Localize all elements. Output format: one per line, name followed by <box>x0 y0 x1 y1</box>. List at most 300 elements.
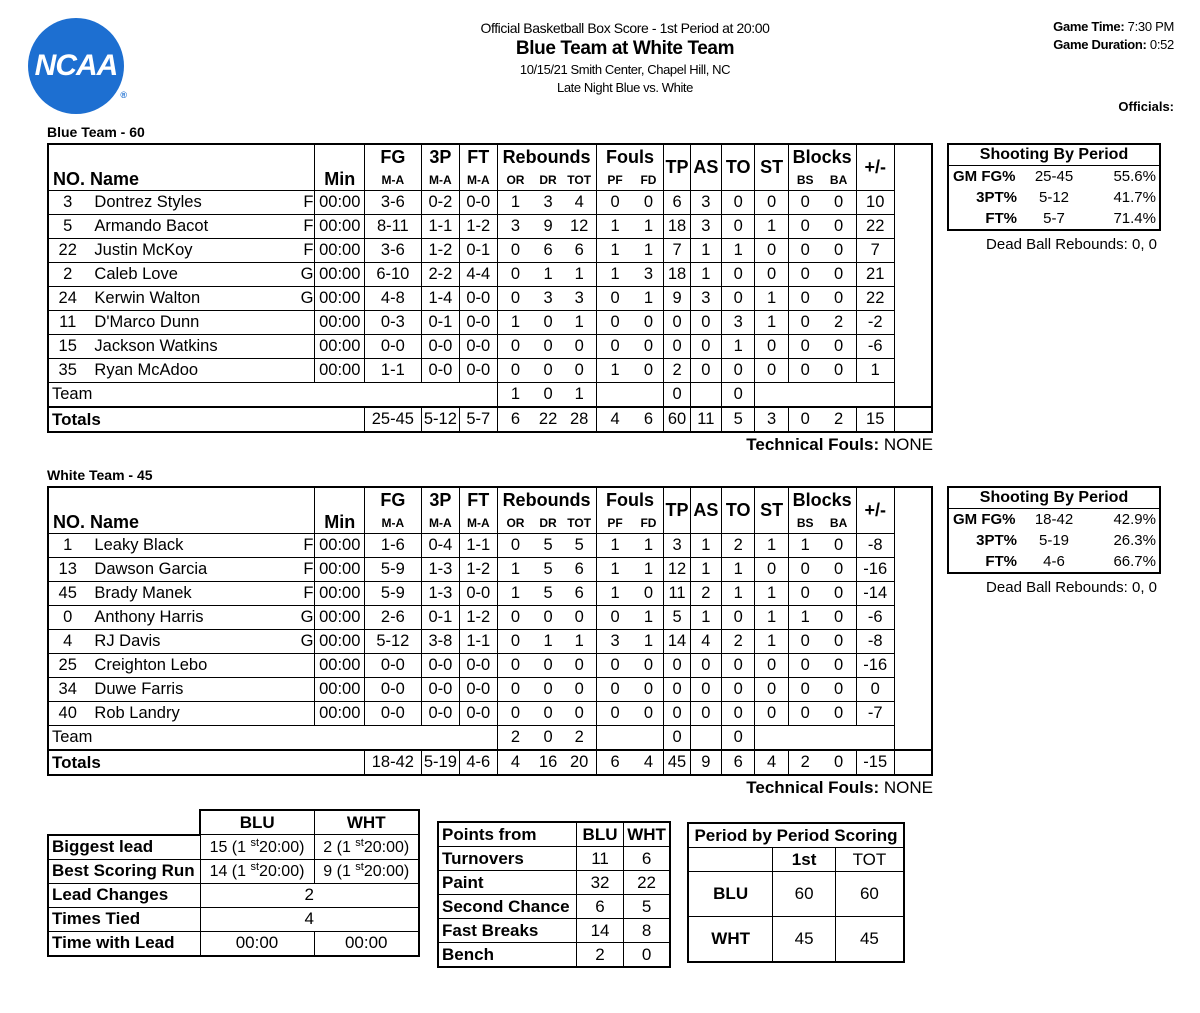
player-position: F <box>303 241 314 259</box>
stat-ba: 0 <box>822 359 856 383</box>
stat-st: 1 <box>755 534 788 558</box>
stat-pf: 1 <box>596 359 633 383</box>
shooting-title: Shooting By Period <box>949 145 1159 166</box>
stat-st: 0 <box>755 558 788 582</box>
stat-to: 3 <box>722 311 755 335</box>
stat-bs: 0 <box>788 287 821 311</box>
points-from-blu: 14 <box>576 919 623 943</box>
player-number: 40 <box>48 702 86 726</box>
col-rebounds: Rebounds <box>497 144 596 169</box>
player-min: 00:00 <box>315 311 365 335</box>
points-from-wht: 8 <box>624 919 670 943</box>
player-number: 25 <box>48 654 86 678</box>
game-time-block <box>1053 18 1174 54</box>
stat-ft: 0-0 <box>460 311 497 335</box>
stat-fg: 0-0 <box>365 335 422 359</box>
stat-tp: 11 <box>664 582 690 606</box>
stat-fg: 4-8 <box>365 287 422 311</box>
stat-ba: 0 <box>822 582 856 606</box>
player-name: RJ Davis <box>94 632 161 650</box>
stat-as: 3 <box>690 215 721 239</box>
stat-or: 0 <box>497 239 533 263</box>
stat-fd: 1 <box>634 239 664 263</box>
stat-tp3: 0-4 <box>421 534 459 558</box>
stat-tot: 5 <box>563 534 596 558</box>
team-rest-empty <box>755 726 895 751</box>
col-tp: TP <box>664 487 690 534</box>
biggest-lead-wht: 2 (1 $^{st}$20:00) <box>314 835 419 860</box>
times-tied-value: 4 <box>200 907 419 931</box>
player-name-cell <box>86 239 315 263</box>
player-min: 00:00 <box>315 534 365 558</box>
player-row <box>48 678 932 702</box>
ncaa-logo <box>28 18 124 114</box>
player-name: Ryan McAdoo <box>94 361 199 379</box>
stat-pf: 0 <box>596 335 633 359</box>
total-pf: 4 <box>596 407 633 432</box>
stat-pf: 1 <box>596 582 633 606</box>
team-tp: 0 <box>664 383 690 408</box>
stat-tp3: 1-2 <box>421 239 459 263</box>
player-name-cell <box>86 654 315 678</box>
stat-fd: 0 <box>634 678 664 702</box>
player-min: 00:00 <box>315 582 365 606</box>
player-number: 13 <box>48 558 86 582</box>
stat-tp: 0 <box>664 311 690 335</box>
player-name: Brady Manek <box>94 584 192 602</box>
stat-tp: 5 <box>664 606 690 630</box>
total-pm: 15 <box>856 407 894 432</box>
col-to: TO <box>722 487 755 534</box>
player-position: F <box>303 217 314 235</box>
stat-or: 0 <box>497 534 533 558</box>
stat-fg: 0-3 <box>365 311 422 335</box>
player-row <box>48 239 932 263</box>
stat-pf: 0 <box>596 654 633 678</box>
stat-pf: 0 <box>596 606 633 630</box>
player-row <box>48 191 932 215</box>
stat-pm: 21 <box>856 263 894 287</box>
total-or: 6 <box>497 407 533 432</box>
stat-bs: 1 <box>788 534 821 558</box>
col-tot: TOT <box>563 169 596 191</box>
team-tot: 2 <box>563 726 596 751</box>
player-min: 00:00 <box>315 702 365 726</box>
game-time: 7:30 PM <box>1127 19 1174 34</box>
total-pf: 6 <box>596 750 633 775</box>
stat-ft: 0-0 <box>460 654 497 678</box>
stat-fg: 8-11 <box>365 215 422 239</box>
col-min: Min <box>315 487 365 534</box>
player-name-cell <box>86 606 315 630</box>
registered-mark-icon: ® <box>120 90 126 100</box>
player-row <box>48 630 932 654</box>
total-ft: 4-6 <box>460 750 497 775</box>
player-name-cell <box>86 630 315 654</box>
technical-fouls-value: NONE <box>883 778 933 797</box>
stat-dr: 1 <box>533 630 562 654</box>
stat-as: 1 <box>690 534 721 558</box>
shooting-pct: 66.7% <box>1113 553 1156 570</box>
player-min: 00:00 <box>315 359 365 383</box>
stat-fd: 1 <box>634 287 664 311</box>
stat-fg: 3-6 <box>365 239 422 263</box>
team-fouls-empty <box>596 383 664 408</box>
stat-to: 0 <box>722 654 755 678</box>
col-no-name: NO. Name <box>48 144 315 191</box>
stat-tot: 3 <box>563 287 596 311</box>
game-date-venue: 10/15/21 Smith Center, Chapel Hill, NC <box>519 62 731 77</box>
game-leads-table <box>47 809 420 957</box>
stat-dr: 0 <box>533 311 562 335</box>
col-3p: 3P <box>421 144 459 169</box>
dead-ball-rebounds: Dead Ball Rebounds: 0, 0 <box>986 579 1157 596</box>
shooting-row <box>949 187 1159 208</box>
stat-bs: 0 <box>788 215 821 239</box>
points-from-wht: 22 <box>624 871 670 895</box>
stat-tp3: 0-1 <box>421 311 459 335</box>
stat-bs: 0 <box>788 630 821 654</box>
team-row <box>48 383 932 408</box>
col-fouls: Fouls <box>596 144 664 169</box>
col-dr: DR <box>533 512 562 534</box>
total-bs: 0 <box>788 407 821 432</box>
player-name: Leaky Black <box>94 536 184 554</box>
stat-tp: 9 <box>664 287 690 311</box>
team-to: 0 <box>722 383 755 408</box>
player-name-cell <box>86 335 315 359</box>
player-number: 34 <box>48 678 86 702</box>
shooting-made-attempted: 5-7 <box>1043 210 1065 227</box>
stat-as: 0 <box>690 335 721 359</box>
stat-or: 1 <box>497 558 533 582</box>
stat-pf: 1 <box>596 534 633 558</box>
total-tot: 28 <box>563 407 596 432</box>
col-to: TO <box>722 144 755 191</box>
stat-st: 1 <box>755 606 788 630</box>
time-with-lead-label: Time with Lead <box>48 931 200 956</box>
player-name: Creighton Lebo <box>94 656 208 674</box>
stat-fd: 0 <box>634 702 664 726</box>
stat-to: 2 <box>722 534 755 558</box>
stat-bs: 0 <box>788 702 821 726</box>
total-ba: 2 <box>822 407 856 432</box>
total-tp3: 5-12 <box>421 407 459 432</box>
period-row <box>688 917 904 963</box>
stat-bs: 0 <box>788 582 821 606</box>
stat-as: 3 <box>690 191 721 215</box>
stat-ft: 0-0 <box>460 678 497 702</box>
total-st: 3 <box>755 407 788 432</box>
stat-pf: 1 <box>596 239 633 263</box>
player-row <box>48 534 932 558</box>
player-min: 00:00 <box>315 678 365 702</box>
shooting-row <box>949 530 1159 551</box>
player-row <box>48 287 932 311</box>
player-name-cell <box>86 215 315 239</box>
stat-bs: 0 <box>788 359 821 383</box>
col-min: Min <box>315 144 365 191</box>
points-from-row <box>438 895 670 919</box>
col-tp: TP <box>664 144 690 191</box>
stat-fd: 1 <box>634 558 664 582</box>
stat-ft: 1-2 <box>460 606 497 630</box>
player-row <box>48 582 932 606</box>
player-number: 35 <box>48 359 86 383</box>
stat-tot: 1 <box>563 263 596 287</box>
stat-tp: 7 <box>664 239 690 263</box>
stat-tp: 12 <box>664 558 690 582</box>
white-technical-fouls <box>47 778 933 798</box>
leads-col-wht: WHT <box>314 810 419 835</box>
stat-tp3: 0-0 <box>421 654 459 678</box>
game-duration: 0:52 <box>1149 37 1174 52</box>
stat-tot: 0 <box>563 606 596 630</box>
period-1st-score: 60 <box>773 872 836 917</box>
team-tot: 1 <box>563 383 596 408</box>
stat-tp: 0 <box>664 335 690 359</box>
stat-or: 0 <box>497 287 533 311</box>
stat-as: 0 <box>690 311 721 335</box>
shooting-pct: 26.3% <box>1113 532 1156 549</box>
col-bs: BS <box>788 512 821 534</box>
stat-tot: 1 <box>563 630 596 654</box>
stat-fg: 0-0 <box>365 678 422 702</box>
stat-pf: 1 <box>596 263 633 287</box>
best-run-blu: 14 (1 $^{st}$20:00) <box>200 859 314 883</box>
stat-tp3: 0-0 <box>421 702 459 726</box>
stat-dr: 3 <box>533 287 562 311</box>
player-position: G <box>300 265 314 283</box>
points-from-wht: 6 <box>624 847 670 871</box>
stat-st: 1 <box>755 582 788 606</box>
player-number: 11 <box>48 311 86 335</box>
stat-pm: -2 <box>856 311 894 335</box>
team-row <box>48 726 932 751</box>
stat-fg: 6-10 <box>365 263 422 287</box>
stat-to: 0 <box>722 359 755 383</box>
lead-changes-value: 2 <box>200 883 419 907</box>
col-ma: M-A <box>460 512 497 534</box>
white-shooting-by-period <box>947 486 1161 574</box>
player-name: Rob Landry <box>94 704 180 722</box>
col-or: OR <box>497 169 533 191</box>
stat-or: 1 <box>497 311 533 335</box>
total-fg: 18-42 <box>365 750 422 775</box>
stat-or: 0 <box>497 606 533 630</box>
player-name: Duwe Farris <box>94 680 184 698</box>
stat-fd: 1 <box>634 534 664 558</box>
blue-technical-fouls <box>47 435 933 455</box>
stat-dr: 5 <box>533 558 562 582</box>
stat-tp3: 1-3 <box>421 558 459 582</box>
stat-tp3: 1-1 <box>421 215 459 239</box>
shooting-label: GM FG% <box>953 511 1016 528</box>
stat-tp: 0 <box>664 678 690 702</box>
stat-st: 1 <box>755 215 788 239</box>
stat-fd: 1 <box>634 215 664 239</box>
stat-as: 1 <box>690 239 721 263</box>
leads-col-blu: BLU <box>200 810 314 835</box>
stat-or: 0 <box>497 359 533 383</box>
player-min: 00:00 <box>315 263 365 287</box>
col-ma: M-A <box>460 169 497 191</box>
player-position: G <box>300 632 314 650</box>
game-event-name: Late Night Blue vs. White <box>557 80 693 95</box>
stat-tp3: 0-1 <box>421 606 459 630</box>
stat-as: 1 <box>690 263 721 287</box>
col-fd: FD <box>634 169 664 191</box>
points-from-label: Bench <box>438 943 576 968</box>
points-from-col-blu: BLU <box>576 822 623 847</box>
lead-changes-label: Lead Changes <box>48 883 200 907</box>
stat-fg: 5-9 <box>365 582 422 606</box>
shooting-made-attempted: 25-45 <box>1034 168 1074 185</box>
stat-fg: 1-1 <box>365 359 422 383</box>
col-ma: M-A <box>365 512 422 534</box>
stat-dr: 5 <box>533 534 562 558</box>
total-st: 4 <box>755 750 788 775</box>
stat-tp: 6 <box>664 191 690 215</box>
stat-pm: -6 <box>856 606 894 630</box>
stat-ft: 0-0 <box>460 287 497 311</box>
player-position: F <box>303 560 314 578</box>
total-dr: 22 <box>533 407 562 432</box>
player-name-cell <box>86 359 315 383</box>
stat-st: 0 <box>755 239 788 263</box>
col-as: AS <box>690 487 721 534</box>
player-number: 15 <box>48 335 86 359</box>
col-bs: BS <box>788 169 821 191</box>
stat-to: 2 <box>722 630 755 654</box>
team-dr: 0 <box>533 383 562 408</box>
player-number: 5 <box>48 215 86 239</box>
stat-fg: 3-6 <box>365 191 422 215</box>
stat-or: 0 <box>497 630 533 654</box>
player-min: 00:00 <box>315 630 365 654</box>
shooting-made-attempted: 5-19 <box>1038 532 1070 549</box>
stat-fd: 0 <box>634 191 664 215</box>
stat-as: 2 <box>690 582 721 606</box>
stat-dr: 0 <box>533 654 562 678</box>
col-or: OR <box>497 512 533 534</box>
period-team: BLU <box>688 872 773 917</box>
stat-bs: 0 <box>788 335 821 359</box>
points-from-blu: 11 <box>576 847 623 871</box>
player-name-cell <box>86 534 315 558</box>
col-fg: FG <box>365 144 422 169</box>
stat-ba: 0 <box>822 191 856 215</box>
col-ma: M-A <box>365 169 422 191</box>
player-name: D'Marco Dunn <box>94 313 200 331</box>
team-as-empty <box>690 726 721 751</box>
shooting-label: FT% <box>985 210 1017 227</box>
points-from-blu: 2 <box>576 943 623 968</box>
shooting-pct: 55.6% <box>1113 168 1156 185</box>
player-row <box>48 311 932 335</box>
stat-as: 1 <box>690 558 721 582</box>
col-plus-minus: +/- <box>856 144 894 191</box>
stat-st: 1 <box>755 630 788 654</box>
stat-pm: 10 <box>856 191 894 215</box>
best-run-wht: 9 (1 $^{st}$20:00) <box>314 859 419 883</box>
stat-dr: 1 <box>533 263 562 287</box>
col-pf: PF <box>596 512 633 534</box>
period-scoring-title: Period by Period Scoring <box>688 823 904 848</box>
period-row <box>688 872 904 917</box>
col-pf: PF <box>596 169 633 191</box>
team-to: 0 <box>722 726 755 751</box>
stat-fd: 0 <box>634 335 664 359</box>
stat-pf: 0 <box>596 702 633 726</box>
stat-dr: 0 <box>533 335 562 359</box>
player-row <box>48 702 932 726</box>
stat-ft: 4-4 <box>460 263 497 287</box>
stat-to: 0 <box>722 287 755 311</box>
stat-ft: 0-0 <box>460 582 497 606</box>
player-name: Dontrez Styles <box>94 193 202 211</box>
team-fouls-empty <box>596 726 664 751</box>
stat-fg: 2-6 <box>365 606 422 630</box>
stat-st: 0 <box>755 263 788 287</box>
dead-ball-rebounds: Dead Ball Rebounds: 0, 0 <box>986 236 1157 253</box>
total-to: 5 <box>722 407 755 432</box>
stat-as: 3 <box>690 287 721 311</box>
stat-pm: 22 <box>856 215 894 239</box>
officials-label: Officials: <box>1118 99 1174 114</box>
report-subtitle: Official Basketball Box Score - 1st Period at 20:00 <box>480 20 770 36</box>
stat-pf: 1 <box>596 558 633 582</box>
stat-as: 1 <box>690 606 721 630</box>
stat-pm: 22 <box>856 287 894 311</box>
team-dr: 0 <box>533 726 562 751</box>
stat-as: 0 <box>690 359 721 383</box>
stat-dr: 5 <box>533 582 562 606</box>
shooting-row <box>949 509 1159 530</box>
player-number: 3 <box>48 191 86 215</box>
totals-row <box>48 750 932 775</box>
stat-tp3: 3-8 <box>421 630 459 654</box>
stat-ft: 1-2 <box>460 215 497 239</box>
player-row <box>48 263 932 287</box>
col-st: ST <box>755 487 788 534</box>
stat-st: 0 <box>755 678 788 702</box>
period-col-tot: TOT <box>835 848 904 872</box>
stat-pf: 1 <box>596 215 633 239</box>
stat-pm: -8 <box>856 630 894 654</box>
player-row <box>48 359 932 383</box>
stat-bs: 0 <box>788 558 821 582</box>
points-from-label: Fast Breaks <box>438 919 576 943</box>
col-3p: 3P <box>421 487 459 512</box>
player-position: G <box>300 608 314 626</box>
blue-shooting-by-period <box>947 143 1161 231</box>
time-with-lead-blu: 00:00 <box>200 931 314 956</box>
stat-fg: 1-6 <box>365 534 422 558</box>
stat-pm: -14 <box>856 582 894 606</box>
period-col-1st: 1st <box>773 848 836 872</box>
stat-to: 0 <box>722 263 755 287</box>
stat-or: 0 <box>497 263 533 287</box>
stat-tp: 18 <box>664 215 690 239</box>
player-name: Armando Bacot <box>94 217 209 235</box>
player-name: Dawson Garcia <box>94 560 208 578</box>
total-ba: 0 <box>822 750 856 775</box>
stat-pm: -16 <box>856 558 894 582</box>
stat-tot: 12 <box>563 215 596 239</box>
player-name: Anthony Harris <box>94 608 204 626</box>
technical-fouls-label: Technical Fouls: <box>746 778 880 797</box>
